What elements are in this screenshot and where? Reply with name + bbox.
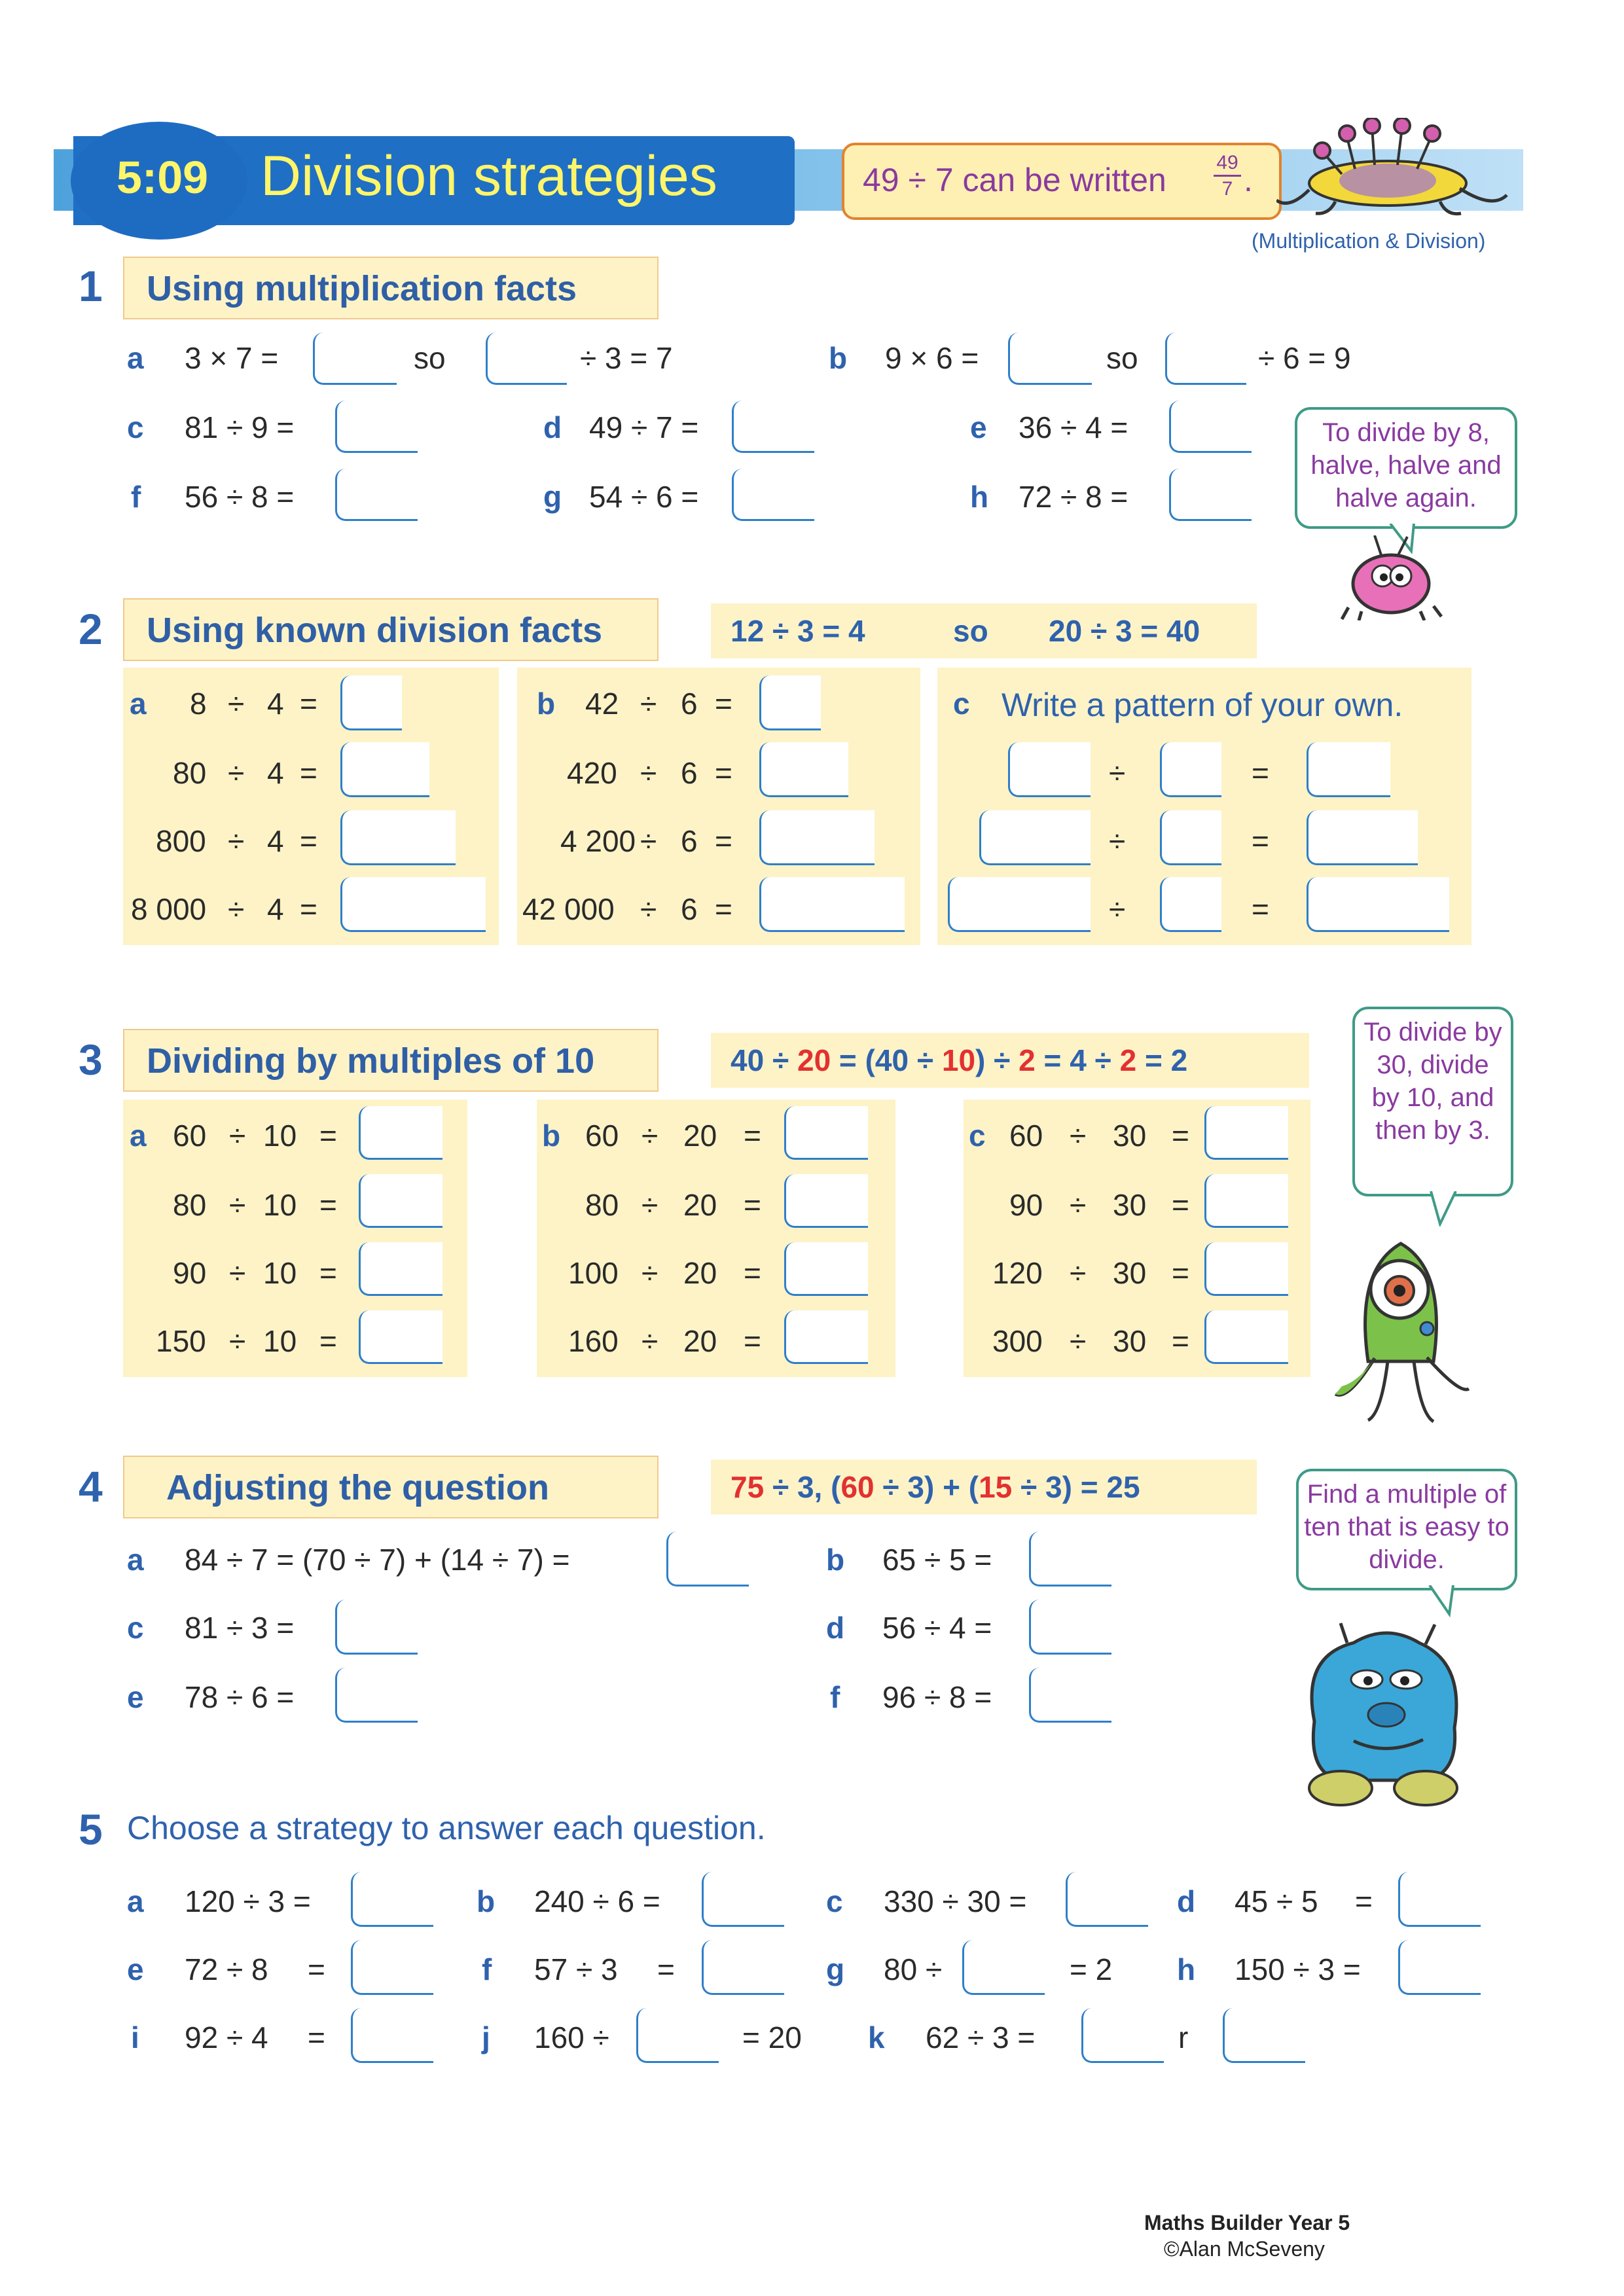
item-label: c — [969, 1119, 986, 1153]
item-label: b — [477, 1884, 496, 1918]
div-sign: ÷ — [228, 824, 245, 858]
item-expression: 330 ÷ 30 = — [884, 1884, 1027, 1918]
item-label: c — [127, 1611, 144, 1645]
equals: = — [300, 824, 317, 858]
item-expression: 49 ÷ 7 = — [589, 410, 699, 444]
equals: = — [744, 1324, 761, 1358]
answer-box[interactable] — [1029, 1532, 1111, 1587]
question-number: 3 — [79, 1035, 103, 1084]
dividend: 300 — [992, 1324, 1043, 1358]
item-expression: 81 ÷ 3 = — [185, 1611, 295, 1645]
dividend: 90 — [173, 1256, 207, 1290]
tip-part: = (40 ÷ — [831, 1043, 942, 1077]
tip-highlight: 2 — [1019, 1043, 1036, 1077]
div-sign: ÷ — [229, 1119, 246, 1153]
equals: = — [308, 1952, 325, 1986]
div-sign: ÷ — [1109, 824, 1126, 858]
pattern-dividend-box[interactable] — [948, 877, 1091, 932]
divisor: 20 — [683, 1119, 717, 1153]
answer-box[interactable] — [351, 1940, 433, 1995]
equals: = — [1252, 824, 1269, 858]
blue-furry-monster-icon — [1295, 1617, 1471, 1813]
dividend: 90 — [1009, 1188, 1043, 1222]
item-label: c — [953, 687, 970, 721]
answer-box[interactable] — [1204, 1242, 1288, 1296]
div-sign: ÷ — [641, 1188, 659, 1222]
dividend: 80 — [173, 1188, 207, 1222]
item-label: a — [127, 341, 144, 375]
tip-fact-a: 12 ÷ 3 = 4 — [731, 614, 865, 648]
div-sign: ÷ — [1070, 1324, 1087, 1358]
dividend: 120 — [992, 1256, 1043, 1290]
question-number: 4 — [79, 1462, 103, 1511]
answer-box[interactable] — [1398, 1940, 1481, 1995]
item-label: b — [542, 1119, 561, 1153]
item-label: b — [829, 341, 848, 375]
item-tail: = 2 — [1070, 1952, 1113, 1986]
answer-box[interactable] — [962, 1940, 1045, 1995]
item-expression: ÷ 6 = 9 — [1258, 341, 1351, 375]
item-expression: 54 ÷ 6 = — [589, 480, 699, 514]
dividend: 420 — [567, 756, 617, 790]
equals: = — [1355, 1884, 1373, 1918]
item-label: c — [826, 1884, 843, 1918]
equals: = — [744, 1119, 761, 1153]
equals: = — [715, 756, 732, 790]
item-label: a — [130, 1119, 147, 1153]
item-expression: 96 ÷ 8 = — [882, 1680, 992, 1714]
item-expression: 65 ÷ 5 = — [882, 1543, 992, 1577]
item-label: j — [482, 2020, 490, 2054]
pattern-instruction: Write a pattern of your own. — [1001, 687, 1403, 723]
tip-fact-b: 20 ÷ 3 = 40 — [1049, 614, 1200, 648]
pattern-answer-box[interactable] — [1307, 810, 1418, 865]
hint-bubble: To divide by 8, halve, halve and halve again. — [1295, 407, 1517, 529]
question-number: 1 — [79, 262, 103, 310]
answer-box[interactable] — [784, 1174, 868, 1228]
dividend: 80 — [585, 1188, 619, 1222]
dividend: 160 — [568, 1324, 619, 1358]
answer-box[interactable] — [335, 401, 418, 453]
divisor: 6 — [681, 756, 698, 790]
answer-box[interactable] — [335, 469, 418, 521]
equals: = — [715, 687, 732, 721]
tip-part: 40 ÷ — [731, 1043, 797, 1077]
dividend: 8 — [190, 687, 207, 721]
item-expression: 160 ÷ — [534, 2020, 609, 2054]
equals: = — [715, 824, 732, 858]
divisor: 30 — [1113, 1188, 1147, 1222]
item-label: e — [127, 1680, 144, 1714]
pink-fuzzy-monster-icon — [1335, 535, 1447, 620]
item-label: h — [1177, 1952, 1196, 1986]
div-sign: ÷ — [228, 687, 245, 721]
equals: = — [319, 1119, 337, 1153]
item-label: b — [537, 687, 556, 721]
answer-box[interactable] — [340, 877, 486, 932]
answer-box[interactable] — [1029, 1668, 1111, 1723]
answer-box[interactable] — [335, 1668, 418, 1723]
div-sign: ÷ — [641, 1324, 659, 1358]
div-sign: ÷ — [1070, 1119, 1087, 1153]
dividend: 60 — [1009, 1119, 1043, 1153]
equals: = — [1172, 1256, 1189, 1290]
dividend: 60 — [173, 1119, 207, 1153]
hint-bubble: Find a multiple of ten that is easy to divide. — [1296, 1469, 1517, 1590]
item-expression: 56 ÷ 8 = — [185, 480, 295, 514]
divisor: 4 — [267, 824, 284, 858]
item-label: d — [826, 1611, 845, 1645]
divisor: 10 — [263, 1324, 297, 1358]
equals: = — [657, 1952, 675, 1986]
div-sign: ÷ — [1070, 1256, 1087, 1290]
question-number: 5 — [79, 1805, 103, 1854]
answer-box[interactable] — [1169, 469, 1252, 521]
tip-part: = 2 — [1136, 1043, 1188, 1077]
div-sign: ÷ — [229, 1188, 246, 1222]
answer-box[interactable] — [1008, 332, 1092, 385]
answer-box[interactable] — [340, 810, 456, 865]
dividend: 800 — [156, 824, 206, 858]
divisor: 4 — [267, 756, 284, 790]
item-expression: 45 ÷ 5 — [1235, 1884, 1318, 1918]
answer-box[interactable] — [1165, 332, 1246, 385]
item-expression: 3 × 7 = — [185, 341, 279, 375]
div-sign: ÷ — [229, 1256, 246, 1290]
item-label: f — [131, 480, 141, 514]
divisor: 10 — [263, 1188, 297, 1222]
answer-box[interactable] — [1204, 1106, 1288, 1160]
item-tail: = 20 — [742, 2020, 802, 2054]
item-expression: 80 ÷ — [884, 1952, 943, 1986]
equals: = — [319, 1324, 337, 1358]
answer-box[interactable] — [359, 1310, 442, 1364]
item-expression: ÷ 3 = 7 — [580, 341, 673, 375]
div-sign: ÷ — [1109, 892, 1126, 926]
divisor: 6 — [681, 892, 698, 926]
answer-box[interactable] — [784, 1310, 868, 1364]
item-expression: 150 ÷ 3 = — [1235, 1952, 1361, 1986]
tip-part: ) ÷ — [975, 1043, 1019, 1077]
item-label: a — [127, 1543, 144, 1577]
item-expression: 240 ÷ 6 = — [534, 1884, 660, 1918]
item-expression: 56 ÷ 4 = — [882, 1611, 992, 1645]
so-text: so — [414, 341, 446, 375]
pattern-answer-box[interactable] — [1307, 877, 1449, 932]
page-title: Division strategies — [261, 145, 717, 207]
div-sign: ÷ — [1070, 1188, 1087, 1222]
item-label: e — [127, 1952, 144, 1986]
equals: = — [1172, 1119, 1189, 1153]
divisor: 30 — [1113, 1256, 1147, 1290]
answer-box[interactable] — [666, 1532, 749, 1587]
section-title: Adjusting the question — [123, 1456, 659, 1518]
author-credit: ©Alan McSeveny — [1164, 2237, 1325, 2261]
answer-box[interactable] — [759, 877, 905, 932]
equals: = — [1252, 756, 1269, 790]
answer-box[interactable] — [784, 1106, 868, 1160]
equals: = — [300, 756, 317, 790]
hint-bubble: To divide by 30, divide by 10, and then by 3. — [1352, 1007, 1513, 1196]
answer-box[interactable] — [1204, 1310, 1288, 1364]
answer-box[interactable] — [1029, 1600, 1111, 1655]
sea-creature-icon — [1276, 118, 1512, 216]
equals: = — [319, 1256, 337, 1290]
div-sign: ÷ — [1109, 756, 1126, 790]
fraction-denominator: 7 — [1221, 178, 1233, 200]
item-label: a — [130, 687, 147, 721]
item-label: g — [826, 1952, 845, 1986]
tip-highlight: 15 — [979, 1470, 1013, 1504]
tip-bar — [711, 603, 1257, 658]
so-text: so — [1106, 341, 1138, 375]
answer-box[interactable] — [1204, 1174, 1288, 1228]
dividend: 150 — [156, 1324, 206, 1358]
item-label: g — [543, 480, 562, 514]
div-sign: ÷ — [640, 756, 657, 790]
green-one-eyed-alien-icon — [1329, 1217, 1473, 1427]
divisor: 30 — [1113, 1324, 1147, 1358]
tip-bar — [711, 1460, 1257, 1515]
answer-box[interactable] — [759, 675, 821, 730]
item-label: h — [970, 480, 989, 514]
tip-highlight: 10 — [941, 1043, 976, 1077]
equals: = — [319, 1188, 337, 1222]
equals: = — [300, 687, 317, 721]
header-fact-text: 49 ÷ 7 can be written — [863, 162, 1166, 198]
divisor: 10 — [263, 1256, 297, 1290]
pattern-divisor-box[interactable] — [1160, 742, 1221, 797]
item-label: e — [970, 410, 987, 444]
pattern-divisor-box[interactable] — [1160, 810, 1221, 865]
item-expression: 72 ÷ 8 = — [1019, 480, 1128, 514]
item-label: a — [127, 1884, 144, 1918]
section-title: Using multiplication facts — [123, 257, 659, 319]
remainder-box[interactable] — [1223, 2008, 1305, 2063]
tip-part: ÷ 3, ( — [764, 1470, 841, 1504]
equals: = — [300, 892, 317, 926]
item-expression: 9 × 6 = — [885, 341, 979, 375]
div-sign: ÷ — [641, 1256, 659, 1290]
answer-box[interactable] — [335, 1600, 418, 1655]
answer-box[interactable] — [759, 810, 875, 865]
pattern-answer-box[interactable] — [1307, 742, 1390, 797]
question-instruction: Choose a strategy to answer each question. — [127, 1810, 766, 1846]
bubble-tail — [1427, 1585, 1466, 1618]
answer-box[interactable] — [1066, 1872, 1148, 1927]
dividend: 4 200 — [560, 824, 636, 858]
answer-box[interactable] — [732, 469, 814, 521]
tip-bar — [711, 1033, 1309, 1088]
pattern-divisor-box[interactable] — [1160, 877, 1221, 932]
item-label: d — [1177, 1884, 1196, 1918]
tip-part: = 4 ÷ — [1035, 1043, 1120, 1077]
remainder-label: r — [1178, 2020, 1189, 2054]
pattern-dividend-box[interactable] — [979, 810, 1091, 865]
equals: = — [744, 1188, 761, 1222]
dividend: 42 — [585, 687, 619, 721]
item-expression: 78 ÷ 6 = — [185, 1680, 295, 1714]
tip-highlight: 20 — [797, 1043, 831, 1077]
fraction-numerator: 49 — [1214, 153, 1241, 177]
answer-box[interactable] — [351, 2008, 433, 2063]
div-sign: ÷ — [229, 1324, 246, 1358]
tip-part: ÷ 3) = 25 — [1012, 1470, 1140, 1504]
answer-box[interactable] — [486, 332, 567, 385]
divisor: 30 — [1113, 1119, 1147, 1153]
divisor: 20 — [683, 1188, 717, 1222]
pattern-dividend-box[interactable] — [1008, 742, 1091, 797]
answer-box[interactable] — [702, 1940, 784, 1995]
item-label: d — [543, 410, 562, 444]
answer-box[interactable] — [340, 675, 402, 730]
equals: = — [744, 1256, 761, 1290]
divisor: 6 — [681, 824, 698, 858]
answer-box[interactable] — [359, 1106, 442, 1160]
dividend: 42 000 — [522, 892, 615, 926]
strand-label: (Multiplication & Division) — [1252, 229, 1486, 253]
item-expression: 57 ÷ 3 — [534, 1952, 618, 1986]
dividend: 100 — [568, 1256, 619, 1290]
tip-so: so — [953, 614, 988, 648]
equals: = — [715, 892, 732, 926]
item-expression: 62 ÷ 3 = — [926, 2020, 1036, 2054]
item-label: i — [131, 2020, 139, 2054]
header-fact-end: . — [1244, 162, 1253, 198]
divisor: 4 — [267, 687, 284, 721]
answer-box[interactable] — [340, 742, 429, 797]
tip-highlight: 60 — [840, 1470, 875, 1504]
answer-box[interactable] — [732, 401, 814, 453]
item-expression: 120 ÷ 3 = — [185, 1884, 311, 1918]
dividend: 60 — [585, 1119, 619, 1153]
header-fact-fraction — [1214, 153, 1241, 199]
divisor: 10 — [263, 1119, 297, 1153]
divisor: 4 — [267, 892, 284, 926]
dividend: 8 000 — [131, 892, 207, 926]
div-sign: ÷ — [641, 1119, 659, 1153]
answer-box[interactable] — [1081, 2008, 1164, 2063]
answer-box[interactable] — [1169, 401, 1252, 453]
question-number: 2 — [79, 605, 103, 653]
answer-box[interactable] — [636, 2008, 719, 2063]
book-title: Maths Builder Year 5 — [1144, 2211, 1350, 2234]
answer-box[interactable] — [351, 1872, 433, 1927]
item-expression: 36 ÷ 4 = — [1019, 410, 1128, 444]
item-label: c — [127, 410, 144, 444]
answer-box[interactable] — [359, 1174, 442, 1228]
div-sign: ÷ — [228, 892, 245, 926]
item-expression: 84 ÷ 7 = (70 ÷ 7) + (14 ÷ 7) = — [185, 1543, 570, 1577]
divisor: 20 — [683, 1324, 717, 1358]
tip-highlight: 2 — [1119, 1043, 1137, 1077]
div-sign: ÷ — [640, 892, 657, 926]
equals: = — [1172, 1188, 1189, 1222]
equals: = — [308, 2020, 325, 2054]
item-expression: 92 ÷ 4 — [185, 2020, 268, 2054]
answer-box[interactable] — [702, 1872, 784, 1927]
tip-highlight: 75 — [731, 1470, 765, 1504]
item-label: f — [830, 1680, 840, 1714]
div-sign: ÷ — [640, 824, 657, 858]
item-label: b — [826, 1543, 845, 1577]
equals: = — [1252, 892, 1269, 926]
section-title: Using known division facts — [123, 598, 659, 661]
divisor: 20 — [683, 1256, 717, 1290]
item-expression: 81 ÷ 9 = — [185, 410, 295, 444]
answer-box[interactable] — [784, 1242, 868, 1296]
item-expression: 72 ÷ 8 — [185, 1952, 268, 1986]
answer-box[interactable] — [1398, 1872, 1481, 1927]
answer-box[interactable] — [359, 1242, 442, 1296]
equals: = — [1172, 1324, 1189, 1358]
answer-box[interactable] — [759, 742, 848, 797]
header-fact-box — [842, 143, 1282, 220]
div-sign: ÷ — [640, 687, 657, 721]
answer-box[interactable] — [313, 332, 397, 385]
item-label: f — [482, 1952, 492, 1986]
section-title: Dividing by multiples of 10 — [123, 1029, 659, 1092]
tip-part: ÷ 3) + ( — [874, 1470, 979, 1504]
divisor: 6 — [681, 687, 698, 721]
item-label: k — [868, 2020, 885, 2054]
dividend: 80 — [173, 756, 207, 790]
div-sign: ÷ — [228, 756, 245, 790]
header-code: 5:09 — [117, 152, 209, 203]
